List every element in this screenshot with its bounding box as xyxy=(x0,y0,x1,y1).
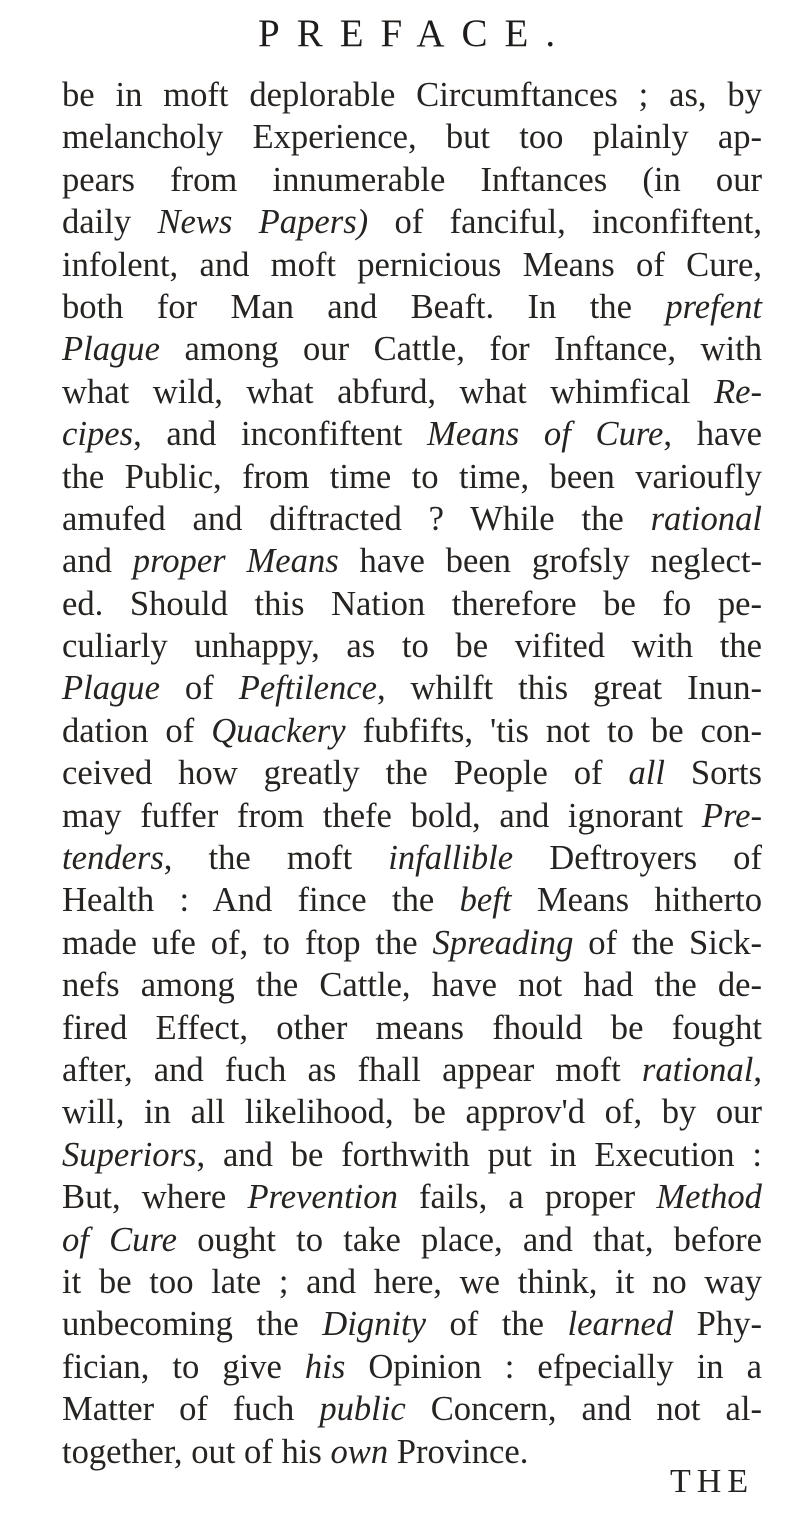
text-line: Matter of fuch public Concern, and not al- xyxy=(62,1390,762,1429)
text-line: tenders, the moft infallible Deftroyers of xyxy=(62,839,762,878)
text-line: ed. Should this Nation therefore be fo pe- xyxy=(62,584,762,623)
text-line: Plague among our Cattle, for Inftance, with xyxy=(62,330,762,369)
text-line: Plague of Peftilence, whilft this great Inun- xyxy=(62,669,763,708)
text-line: of Cure ought to take place, and that, before xyxy=(62,1220,762,1259)
running-head: PREFACE. xyxy=(258,12,573,55)
text-line: cipes, and inconfiftent Means of Cure, have xyxy=(62,415,763,454)
text-line: may fuffer from thefe bold, and ignorant Pre- xyxy=(62,796,762,835)
text-line: it be too late ; and here, we think, it no way xyxy=(62,1262,762,1301)
text-line: melancholy Experience, but too plainly ap- xyxy=(62,118,762,157)
text-line: and proper Means have been grofsly neglect- xyxy=(62,542,762,581)
preface-body-text xyxy=(62,74,762,1473)
text-line: fired Effect, other means fhould be fought xyxy=(62,1008,762,1047)
text-line: culiarly unhappy, as to be vifited with the xyxy=(62,627,762,666)
text-line: dation of Quackery fubfifts, 'tis not to be con- xyxy=(62,711,762,750)
text-line: unbecoming the Dignity of the learned Phy- xyxy=(62,1305,763,1344)
text-line: ceived how greatly the People of all Sorts xyxy=(62,754,762,793)
text-line: amufed and diftracted ? While the rational xyxy=(62,499,762,538)
text-line: the Public, from time to time, been varioufly xyxy=(62,457,762,496)
text-line: pears from innumerable Inftances (in our xyxy=(62,160,762,199)
text-line: Superiors, and be forthwith put in Execution : xyxy=(62,1135,762,1174)
text-line: be in moft deplorable Circumftances ; as, by xyxy=(62,76,762,114)
text-line: will, in all likelihood, be approv'd of, by our xyxy=(62,1093,762,1132)
text-line: Health : And fince the beft Means hitherto xyxy=(62,881,762,920)
text-line: daily News Papers) of fanciful, inconfiftent, xyxy=(62,203,762,242)
text-line: after, and fuch as fhall appear moft rational, xyxy=(62,1050,762,1089)
text-line: fician, to give his Opinion : efpecially in a xyxy=(62,1347,762,1386)
text-line: nefs among the Cattle, have not had the de- xyxy=(62,966,762,1005)
catchword: THE xyxy=(670,1463,755,1500)
text-line: made ufe of, to ftop the Spreading of the Sick- xyxy=(62,923,762,962)
text-line: But, where Prevention fails, a proper Method xyxy=(62,1178,762,1217)
text-line: both for Man and Beaft. In the prefent xyxy=(62,287,762,326)
text-line: what wild, what abfurd, what whimfical Re- xyxy=(62,372,762,411)
text-line: infolent, and moft pernicious Means of Cure, xyxy=(62,245,762,284)
text-line: together, out of his own Province. xyxy=(62,1432,529,1471)
